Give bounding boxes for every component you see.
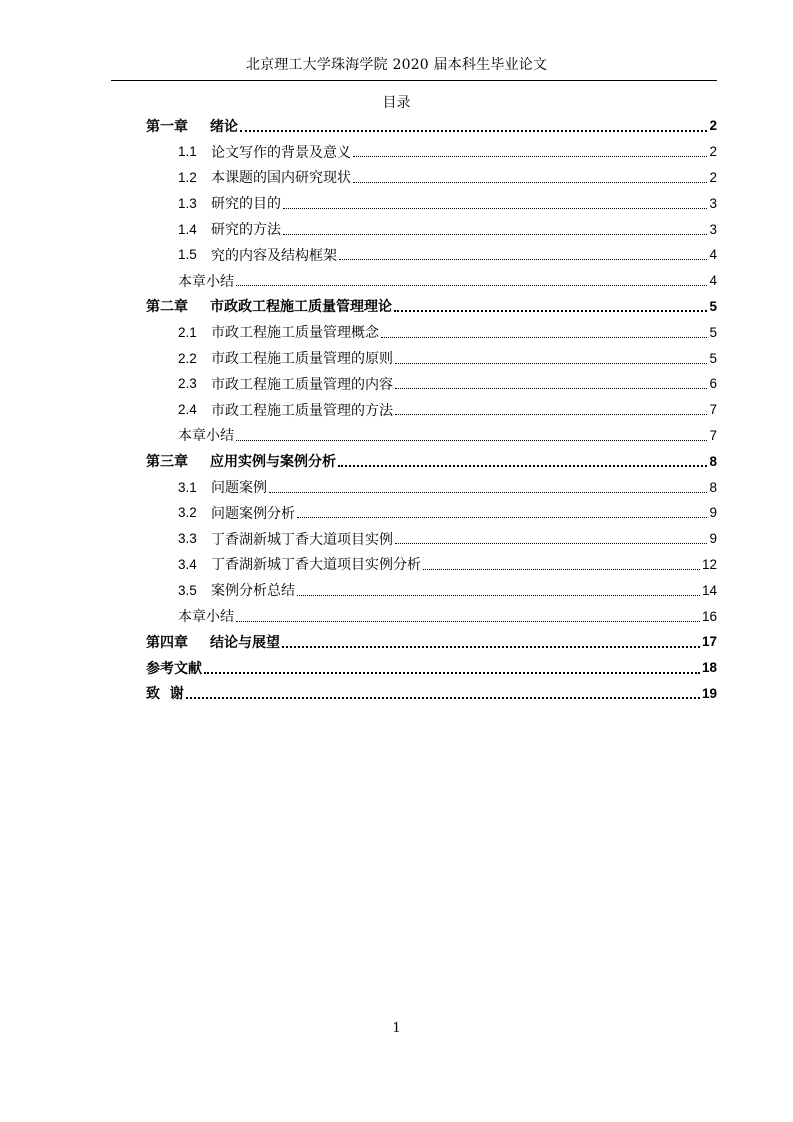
leader-dots (395, 363, 707, 364)
toc-page: 6 (709, 376, 717, 392)
leader-dots (297, 517, 707, 518)
toc-entry-title: 结论与展望 (210, 634, 280, 651)
toc-chapter: 第二章 (146, 299, 188, 316)
leader-dots (236, 440, 707, 441)
toc-entry-title: 研究的目的 (211, 196, 281, 213)
toc-page: 12 (701, 556, 717, 572)
toc-entry[interactable] (146, 294, 717, 320)
toc-section-number: 2.4 (178, 402, 197, 418)
toc-entry-title: 本章小结 (178, 609, 234, 626)
toc-page: 2 (709, 118, 717, 134)
toc-entry[interactable] (146, 268, 717, 294)
toc-page: 8 (709, 453, 717, 469)
toc-entry-title: 丁香湖新城丁香大道项目实例 (211, 531, 393, 548)
leader-dots (236, 621, 700, 622)
toc-entry-title: 市政政工程施工质量管理理论 (210, 299, 392, 316)
toc-entry[interactable] (146, 190, 717, 216)
leader-dots (395, 414, 707, 415)
running-header: 北京理工大学珠海学院 2020 届本科生毕业论文 (245, 57, 548, 73)
toc-entry[interactable] (146, 397, 717, 423)
toc-page: 4 (709, 247, 717, 263)
toc-section-number: 2.1 (178, 324, 197, 340)
table-of-contents (146, 113, 717, 706)
leader-dots (204, 672, 700, 674)
leader-dots (186, 697, 700, 699)
toc-entry[interactable] (146, 371, 717, 397)
toc-entry-title: 市政工程施工质量管理的内容 (211, 376, 393, 393)
toc-section-number: 3.2 (178, 505, 197, 521)
toc-entry-title: 绪论 (210, 118, 238, 135)
leader-dots (283, 234, 707, 235)
leader-dots (282, 646, 700, 648)
toc-page: 8 (709, 479, 717, 495)
toc-entry[interactable] (146, 423, 717, 449)
leader-dots (353, 182, 707, 183)
toc-page: 7 (709, 427, 717, 443)
toc-page: 5 (709, 324, 717, 340)
toc-section-number: 2.2 (178, 350, 197, 366)
toc-section-number: 2.3 (178, 376, 197, 392)
toc-chapter: 第三章 (146, 454, 188, 471)
page-number: 1 (392, 1021, 401, 1036)
toc-page: 9 (709, 505, 717, 521)
header-rule (111, 80, 717, 81)
toc-entry[interactable] (146, 552, 717, 578)
toc-entry-title: 问题案例 (211, 480, 267, 497)
toc-entry-title: 案例分析总结 (211, 583, 295, 600)
toc-section-number: 3.3 (178, 531, 197, 547)
toc-entry-title: 应用实例与案例分析 (210, 454, 336, 471)
toc-page: 2 (709, 169, 717, 185)
toc-entry[interactable] (146, 242, 717, 268)
leader-dots (269, 492, 707, 493)
leader-dots (297, 595, 700, 596)
toc-title: 目录 (382, 95, 411, 111)
leader-dots (240, 130, 707, 132)
toc-page: 19 (701, 685, 717, 701)
toc-entry[interactable] (146, 216, 717, 242)
toc-entry-title: 论文写作的背景及意义 (211, 144, 351, 161)
toc-entry-title: 市政工程施工质量管理的方法 (211, 402, 393, 419)
leader-dots (353, 156, 707, 157)
toc-entry[interactable] (146, 113, 717, 139)
toc-entry[interactable] (146, 577, 717, 603)
toc-section-number: 3.5 (178, 582, 197, 598)
toc-entry[interactable] (146, 345, 717, 371)
toc-page: 7 (709, 402, 717, 418)
leader-dots (394, 310, 707, 312)
toc-entry[interactable] (146, 526, 717, 552)
toc-page: 5 (709, 350, 717, 366)
toc-page: 3 (709, 221, 717, 237)
leader-dots (395, 388, 707, 389)
toc-entry-title: 本课题的国内研究现状 (211, 170, 351, 187)
leader-dots (395, 543, 707, 544)
toc-page: 16 (701, 608, 717, 624)
toc-entry-title: 问题案例分析 (211, 505, 295, 522)
toc-section-number: 1.5 (178, 247, 197, 263)
toc-entry-title: 参考文献 (146, 660, 202, 677)
toc-entry-title: 本章小结 (178, 428, 234, 445)
leader-dots (236, 285, 707, 286)
toc-entry[interactable] (146, 500, 717, 526)
toc-entry-title: 丁香湖新城丁香大道项目实例分析 (211, 557, 421, 574)
toc-page: 17 (701, 634, 717, 650)
toc-entry[interactable] (146, 319, 717, 345)
toc-page: 14 (701, 582, 717, 598)
toc-entry[interactable] (146, 681, 717, 707)
toc-section-number: 1.2 (178, 169, 197, 185)
leader-dots (423, 569, 700, 570)
toc-page: 5 (709, 298, 717, 314)
toc-entry-title: 研究的方法 (211, 222, 281, 239)
toc-section-number: 1.3 (178, 195, 197, 211)
toc-entry[interactable] (146, 655, 717, 681)
toc-entry[interactable] (146, 139, 717, 165)
toc-entry-title: 致 谢 (146, 686, 184, 703)
toc-page: 9 (709, 531, 717, 547)
toc-entry[interactable] (146, 474, 717, 500)
leader-dots (338, 465, 707, 467)
toc-page: 3 (709, 195, 717, 211)
toc-chapter: 第一章 (146, 118, 188, 135)
toc-entry-title: 究的内容及结构框架 (211, 247, 337, 264)
toc-section-number: 1.1 (178, 144, 197, 160)
toc-entry[interactable] (146, 448, 717, 474)
toc-entry[interactable] (146, 603, 717, 629)
toc-page: 4 (709, 273, 717, 289)
toc-entry[interactable] (146, 165, 717, 191)
leader-dots (283, 208, 707, 209)
toc-entry-title: 本章小结 (178, 273, 234, 290)
toc-section-number: 3.4 (178, 556, 197, 572)
leader-dots (339, 259, 707, 260)
toc-entry-title: 市政工程施工质量管理概念 (211, 325, 379, 342)
toc-entry-title: 市政工程施工质量管理的原则 (211, 351, 393, 368)
toc-entry[interactable] (146, 629, 717, 655)
leader-dots (381, 337, 707, 338)
toc-section-number: 1.4 (178, 221, 197, 237)
toc-section-number: 3.1 (178, 479, 197, 495)
toc-page: 2 (709, 144, 717, 160)
toc-page: 18 (701, 660, 717, 676)
toc-chapter: 第四章 (146, 634, 188, 651)
